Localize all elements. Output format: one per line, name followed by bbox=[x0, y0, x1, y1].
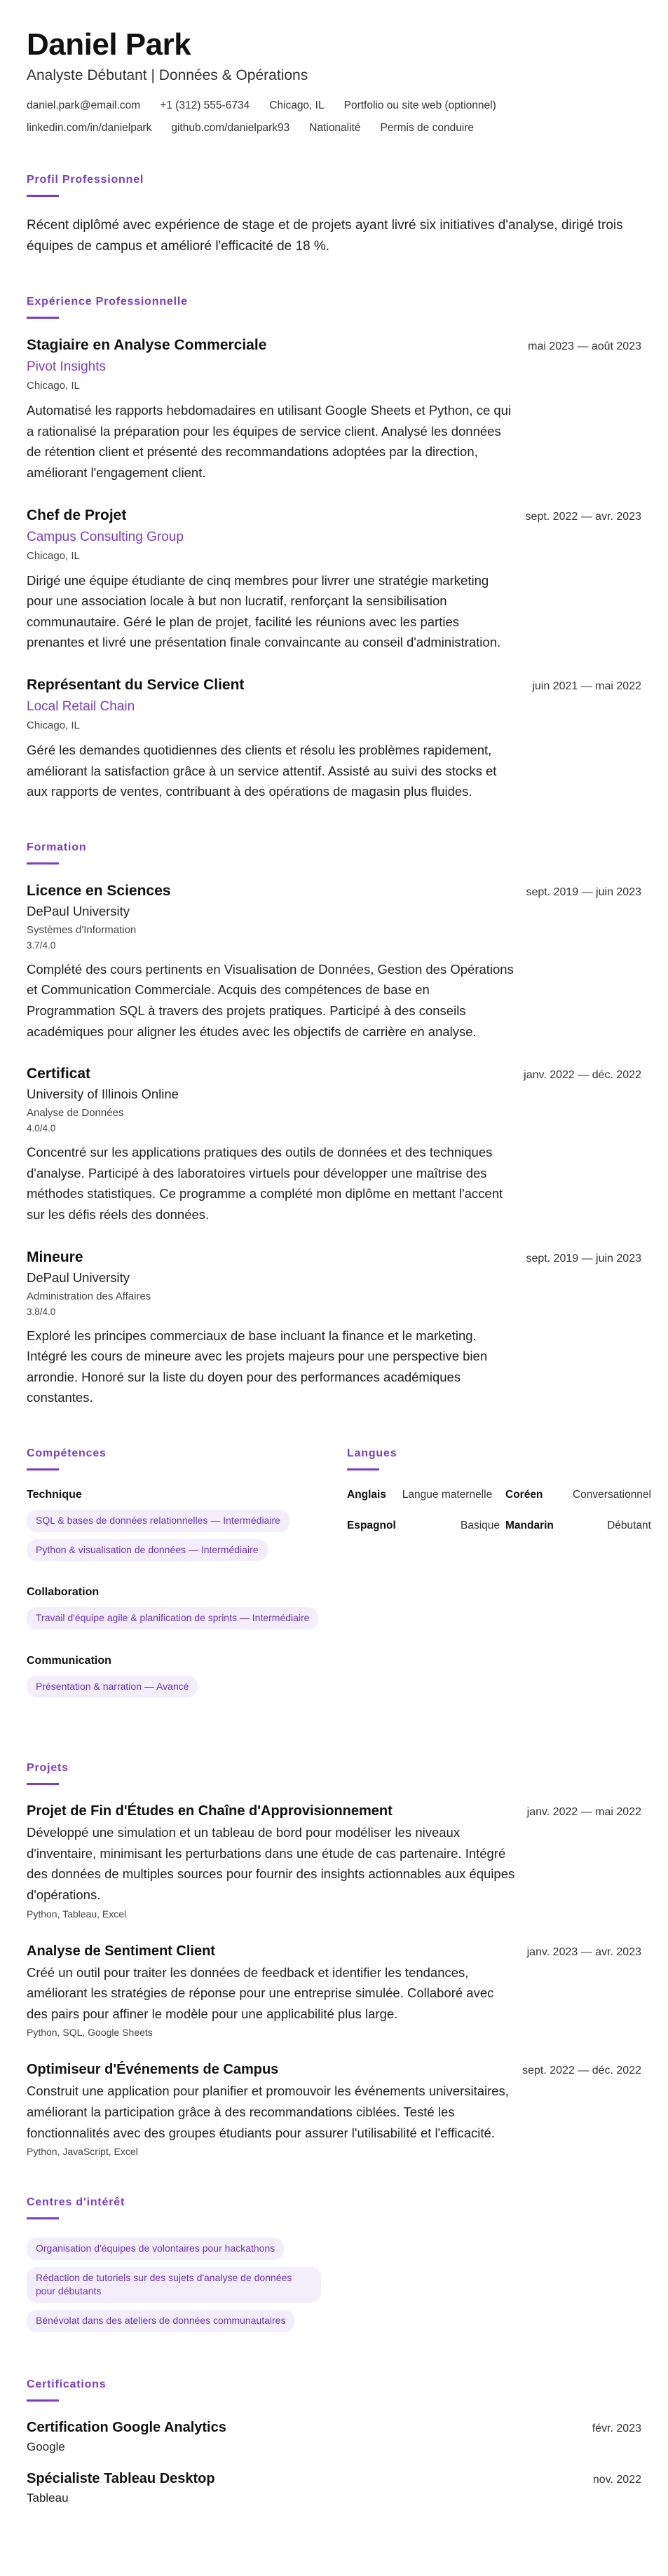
candidate-name: Daniel Park bbox=[27, 27, 191, 62]
skill-tag: Présentation & narration — Avancé bbox=[27, 1676, 198, 1698]
education-dates: janv. 2022 — déc. 2022 bbox=[524, 1069, 641, 1082]
project-technologies: Python, JavaScript, Excel bbox=[27, 2146, 138, 2158]
skill-group bbox=[27, 1586, 319, 1637]
language-level: Langue maternelle bbox=[402, 1488, 493, 1501]
section-divider bbox=[27, 2217, 59, 2219]
education-description: Complété des cours pertinents en Visualisation de Données, Gestion des Opérations et Communication Commerciale. Acquis des compétences de base en Programmation SQL à travers des projets pratiques. Participé à des conseils académiques pour aligner les études avec les objectifs de carrière en analyse. bbox=[27, 961, 514, 1039]
certification-entry bbox=[27, 2420, 641, 2454]
section-heading: Expérience Professionnelle bbox=[27, 296, 188, 308]
skill-tag: SQL & bases de données relationnelles — Intermédiaire bbox=[27, 1510, 289, 1532]
education-description: Concentré sur les applications pratiques des outils de données et des techniques d'analyse. Participé à des laboratoires virtuels pour développer une maîtrise des méthodes statistiques. Ce programme a complété mon diplôme en mettant l'accent sur les défis réels des données. bbox=[27, 1145, 503, 1222]
contact-portfolio[interactable]: Portfolio ou site web (optionnel) bbox=[343, 99, 496, 112]
interest-tag: Bénévolat dans des ateliers de données communautaires bbox=[27, 2310, 294, 2332]
project-title: Projet de Fin d'Études en Chaîne d'Approvisionnement bbox=[27, 1803, 393, 1819]
language-name: Coréen bbox=[505, 1488, 543, 1501]
degree-title: Certificat bbox=[27, 1066, 91, 1082]
language-level: Débutant bbox=[607, 1519, 651, 1531]
skills-column bbox=[27, 1447, 319, 1723]
projects-section bbox=[27, 1762, 641, 2157]
job-location: Chicago, IL bbox=[27, 719, 80, 732]
contact-email[interactable]: daniel.park@email.com bbox=[27, 99, 141, 112]
school-name: DePaul University bbox=[27, 1269, 130, 1285]
project-entry bbox=[27, 1803, 641, 1919]
experience-entry bbox=[27, 507, 641, 653]
certification-title: Certification Google Analytics bbox=[27, 2419, 226, 2435]
gpa: 4.0/4.0 bbox=[27, 1123, 56, 1134]
experience-entry bbox=[27, 337, 641, 483]
education-entry bbox=[27, 1066, 641, 1225]
project-dates: janv. 2022 — mai 2022 bbox=[526, 1806, 641, 1819]
section-heading: Profil Professionnel bbox=[27, 174, 144, 186]
degree-title: Licence en Sciences bbox=[27, 882, 171, 899]
skill-group-title: Collaboration bbox=[27, 1586, 100, 1599]
section-divider bbox=[27, 1783, 59, 1785]
language-list bbox=[347, 1488, 651, 1532]
skill-group bbox=[27, 1489, 319, 1568]
language-name: Mandarin bbox=[505, 1519, 554, 1531]
job-dates: mai 2023 — août 2023 bbox=[528, 340, 641, 353]
certification-entry bbox=[27, 2471, 641, 2505]
language-level: Conversationnel bbox=[572, 1488, 651, 1501]
contact-phone[interactable]: +1 (312) 555-6734 bbox=[160, 99, 250, 112]
contact-nationality: Nationalité bbox=[309, 122, 361, 135]
resume-header bbox=[27, 28, 641, 135]
language-name: Espagnol bbox=[347, 1519, 396, 1531]
section-divider bbox=[27, 195, 59, 197]
skill-tag: Travail d'équipe agile & planification de sprints — Intermédiaire bbox=[27, 1607, 318, 1630]
skill-group-title: Technique bbox=[27, 1488, 82, 1501]
section-heading: Centres d'intérêt bbox=[27, 2196, 125, 2209]
job-description: Dirigé une équipe étudiante de cinq membres pour livrer une stratégie marketing pour une association locale à but non lucratif, renforçant la sensibilisation communautaire. Géré le plan de projet, facilité les réunions avec les parties prenantes et livré une présentation finale convaincante au conseil d'administration. bbox=[27, 572, 501, 650]
job-title: Chef de Projet bbox=[27, 507, 127, 523]
skill-group-title: Communication bbox=[27, 1654, 111, 1667]
skill-tag: Python & visualisation de données — Intermédiaire bbox=[27, 1539, 268, 1562]
education-dates: sept. 2019 — juin 2023 bbox=[526, 886, 641, 898]
project-dates: janv. 2023 — avr. 2023 bbox=[526, 1945, 641, 1958]
project-dates: sept. 2022 — déc. 2022 bbox=[522, 2065, 641, 2077]
project-description: Créé un outil pour traiter les données de feedback et identifier les tendances, améliorant les stratégies de réponse pour une entreprise simulée. Collaboré avec des pairs pour affiner le modèle pour une applicabilité plus large. bbox=[27, 1964, 494, 2021]
section-divider bbox=[27, 862, 59, 865]
section-divider bbox=[27, 1468, 59, 1470]
job-location: Chicago, IL bbox=[27, 380, 80, 392]
language-level: Basique bbox=[460, 1519, 500, 1531]
experience-section bbox=[27, 296, 641, 802]
interest-tag: Rédaction de tutoriels sur des sujets d'analyse de données pour débutants bbox=[27, 2267, 321, 2303]
section-heading: Projets bbox=[27, 1762, 69, 1775]
job-description: Géré les demandes quotidiennes des clients et résolu les problèmes rapidement, améliorant la satisfaction grâce à un service attentif. Assisté au suivi des stocks et aux rapports de ventes, contribuant à des opérations de magasin plus fluides. bbox=[27, 743, 497, 799]
certification-date: févr. 2023 bbox=[592, 2422, 641, 2434]
section-heading: Langues bbox=[347, 1447, 397, 1459]
certification-issuer: Tableau bbox=[27, 2491, 69, 2505]
field-of-study: Analyse de Données bbox=[27, 1107, 124, 1120]
project-title: Analyse de Sentiment Client bbox=[27, 1943, 215, 1959]
job-title: Stagiaire en Analyse Commerciale bbox=[27, 337, 267, 354]
project-description: Développé une simulation et un tableau de bord pour modéliser les niveaux d'inventaire, minimisant les perturbations dans une étude de cas partenaire. Intégré des données de multiples sources pour fournir des insights actionnables aux équipes d'opérations. bbox=[27, 1825, 515, 1903]
project-description: Construit une application pour planifier et promouvoir les événements universitaires, améliorant la participation grâce à des recommandations ciblées. Testé les fonctionnalités avec des groupes étudiants pour assurer l'utilisabilité et l'efficacité. bbox=[27, 2083, 509, 2140]
contact-list bbox=[27, 99, 601, 135]
job-dates: sept. 2022 — avr. 2023 bbox=[525, 510, 641, 523]
candidate-title: Analyste Débutant | Données & Opérations bbox=[27, 67, 308, 84]
section-heading: Formation bbox=[27, 841, 87, 853]
contact-location: Chicago, IL bbox=[269, 99, 325, 112]
interests-section bbox=[27, 2196, 641, 2339]
profile-summary: Récent diplômé avec expérience de stage et de projets ayant livré six initiatives d'analyse, dirigé trois équipes de campus et amélioré l'efficacité de 18 %. bbox=[27, 218, 623, 254]
education-description: Exploré les principes commerciaux de base incluant la finance et le marketing. Intégré les cours de mineure avec les projets majeurs pour une perspective bien arrondie. Honoré sur la liste du doyen pour des performances académiques constantes. bbox=[27, 1328, 488, 1405]
certification-date: nov. 2022 bbox=[592, 2473, 641, 2486]
job-location: Chicago, IL bbox=[27, 549, 80, 562]
gpa: 3.7/4.0 bbox=[27, 939, 56, 951]
project-technologies: Python, SQL, Google Sheets bbox=[27, 2027, 153, 2039]
section-heading: Compétences bbox=[27, 1447, 107, 1459]
section-heading: Certifications bbox=[27, 2378, 107, 2390]
education-entry bbox=[27, 883, 641, 1042]
degree-title: Mineure bbox=[27, 1248, 83, 1265]
section-divider bbox=[347, 1468, 379, 1470]
certification-issuer: Google bbox=[27, 2439, 65, 2453]
skill-group bbox=[27, 1655, 319, 1705]
certifications-section bbox=[27, 2378, 641, 2505]
contact-linkedin[interactable]: linkedin.com/in/danielpark bbox=[27, 122, 152, 135]
company-name: Campus Consulting Group bbox=[27, 529, 184, 544]
languages-column bbox=[347, 1447, 651, 1723]
job-description: Automatisé les rapports hebdomadaires en utilisant Google Sheets et Python, ce qui a rationalisé la préparation pour les équipes de service client. Analysé les données de rétention client et présenté des recommandations adoptées par la direction, améliorant l'engagement client. bbox=[27, 403, 512, 481]
section-divider bbox=[27, 2399, 59, 2402]
skills-languages-section bbox=[27, 1447, 651, 1723]
experience-entry bbox=[27, 677, 641, 802]
education-dates: sept. 2019 — juin 2023 bbox=[526, 1252, 641, 1265]
project-entry bbox=[27, 2062, 641, 2157]
job-title: Représentant du Service Client bbox=[27, 677, 245, 694]
company-name: Local Retail Chain bbox=[27, 699, 135, 715]
certification-title: Spécialiste Tableau Desktop bbox=[27, 2470, 215, 2486]
school-name: University of Illinois Online bbox=[27, 1087, 179, 1102]
school-name: DePaul University bbox=[27, 903, 130, 918]
interest-tag: Organisation d'équipes de volontaires pour hackathons bbox=[27, 2238, 284, 2260]
field-of-study: Administration des Affaires bbox=[27, 1290, 151, 1302]
language-name: Anglais bbox=[347, 1488, 386, 1501]
contact-license: Permis de conduire bbox=[380, 122, 475, 135]
contact-github[interactable]: github.com/danielpark93 bbox=[171, 122, 290, 135]
section-divider bbox=[27, 317, 59, 319]
job-dates: juin 2021 — mai 2022 bbox=[532, 680, 641, 693]
gpa: 3.8/4.0 bbox=[27, 1306, 56, 1317]
project-title: Optimiseur d'Événements de Campus bbox=[27, 2062, 279, 2078]
education-section bbox=[27, 841, 641, 1408]
education-entry bbox=[27, 1249, 641, 1408]
project-technologies: Python, Tableau, Excel bbox=[27, 1908, 127, 1920]
profile-section bbox=[27, 174, 641, 256]
field-of-study: Systèmes d'Information bbox=[27, 923, 137, 936]
project-entry bbox=[27, 1943, 641, 2039]
company-name: Pivot Insights bbox=[27, 359, 106, 375]
